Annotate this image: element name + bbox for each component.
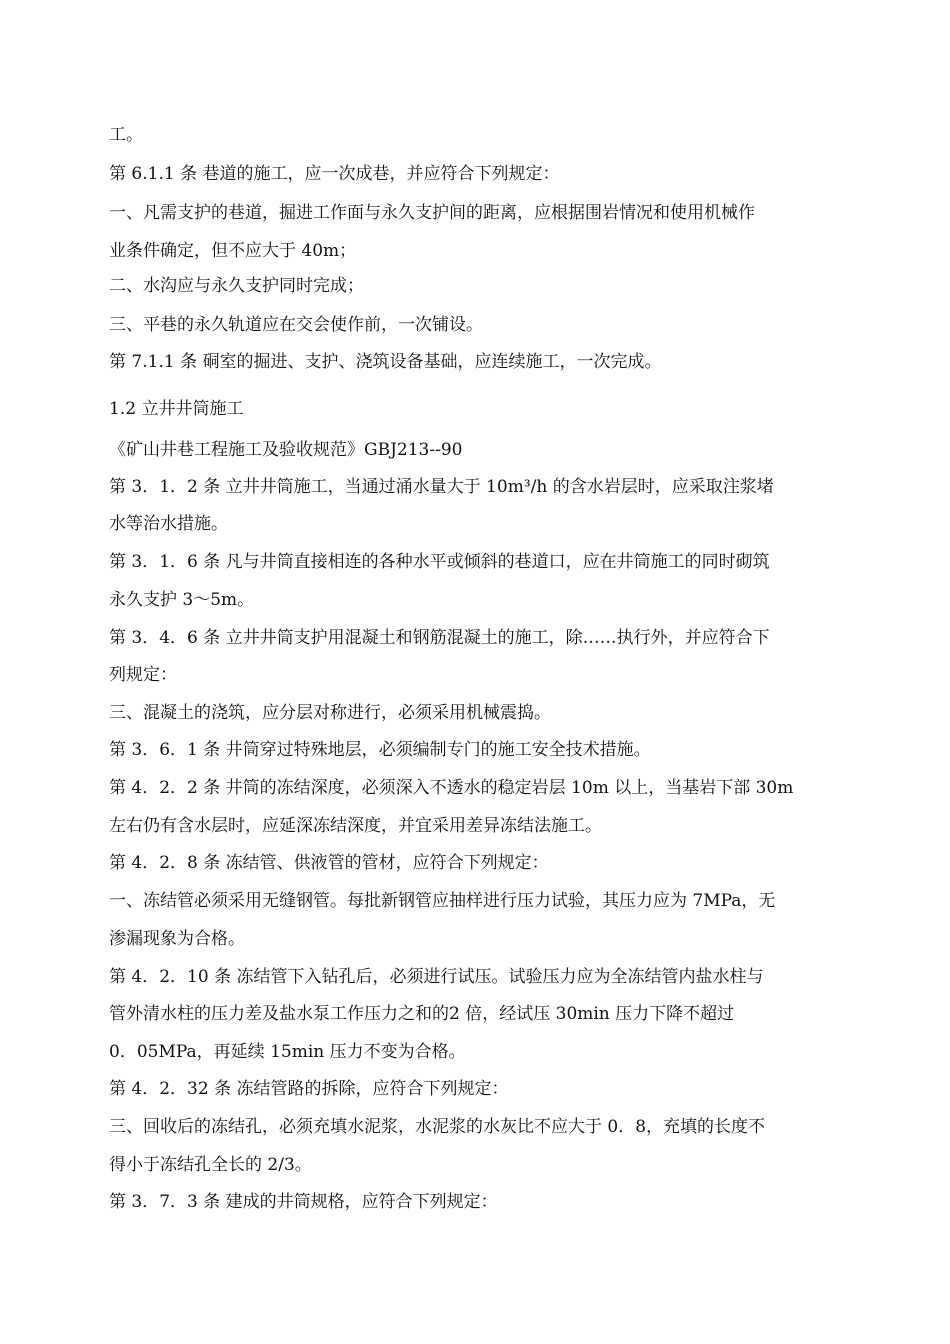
section-heading: 1.2 立井井筒施工 (109, 399, 244, 419)
text-line: 渗漏现象为合格。 (109, 929, 245, 949)
clause-heading: 第 7.1.1 条 硐室的掘进、支护、浇筑设备基础，应连续施工，一次完成。 (109, 352, 662, 372)
text-line: 左右仍有含水层时，应延深冻结深度，并宜采用差异冻结法施工。 (109, 816, 602, 836)
clause-heading: 第 3．6．1 条 井筒穿过特殊地层，必须编制专门的施工安全技术措施。 (109, 740, 651, 760)
text-line: 三、混凝土的浇筑，应分层对称进行，必须采用机械震捣。 (109, 703, 551, 723)
clause-heading: 第 3．1．6 条 凡与井筒直接相连的各种水平或倾斜的巷道口，应在井筒施工的同时砌筑 (109, 552, 770, 572)
text-line: 三、平巷的永久轨道应在交会使作前，一次铺设。 (109, 315, 483, 335)
text-line: 得小于冻结孔全长的 2/3。 (109, 1155, 312, 1175)
text-line: 一、凡需支护的巷道，掘进工作面与永久支护间的距离，应根据围岩情况和使用机械作 (109, 203, 755, 223)
clause-heading: 第 3．7．3 条 建成的井筒规格，应符合下列规定： (109, 1192, 498, 1212)
text-line: 三、回收后的冻结孔，必须充填水泥浆，水泥浆的水灰比不应大于 0．8，充填的长度不 (109, 1117, 766, 1137)
clause-heading: 第 3．4．6 条 立井井筒支护用混凝土和钢筋混凝土的施工，除……执行外，并应符合下 (109, 628, 770, 648)
text-line: 二、水沟应与永久支护同时完成； (109, 276, 364, 296)
text-line: 管外清水柱的压力差及盐水泵工作压力之和的2 倍，经试压 30min 压力下降不超过 (109, 1004, 735, 1024)
clause-heading: 第 4．2．10 条 冻结管下入钻孔后，必须进行试压。试验压力应为全冻结管内盐水柱与 (109, 967, 764, 987)
text-line: 列规定： (109, 665, 177, 685)
text-line: 水等治水措施。 (109, 514, 228, 534)
clause-heading: 第 6.1.1 条 巷道的施工，应一次成巷，并应符合下列规定： (109, 164, 560, 184)
text-line: 一、冻结管必须采用无缝钢管。每批新钢管应抽样进行压力试验，其压力应为 7MPa，无 (109, 891, 776, 911)
text-line: 工。 (109, 125, 143, 145)
clause-heading: 第 3．1．2 条 立井井筒施工，当通过涌水量大于 10m³/h 的含水岩层时，应采取注浆堵 (109, 477, 774, 497)
clause-heading: 第 4．2．32 条 冻结管路的拆除，应符合下列规定： (109, 1079, 509, 1099)
text-line: 0．05MPa，再延续 15min 压力不变为合格。 (109, 1042, 466, 1062)
standard-title: 《矿山井巷工程施工及验收规范》GBJ213--90 (109, 440, 463, 460)
clause-heading: 第 4．2．2 条 井筒的冻结深度，必须深入不透水的稳定岩层 10m 以上，当基岩下部 30m (109, 778, 794, 798)
clause-heading: 第 4．2．8 条 冻结管、供液管的管材，应符合下列规定： (109, 853, 549, 873)
text-line: 业条件确定，但不应大于 40m； (109, 241, 357, 261)
text-line: 永久支护 3～5m。 (109, 590, 255, 610)
